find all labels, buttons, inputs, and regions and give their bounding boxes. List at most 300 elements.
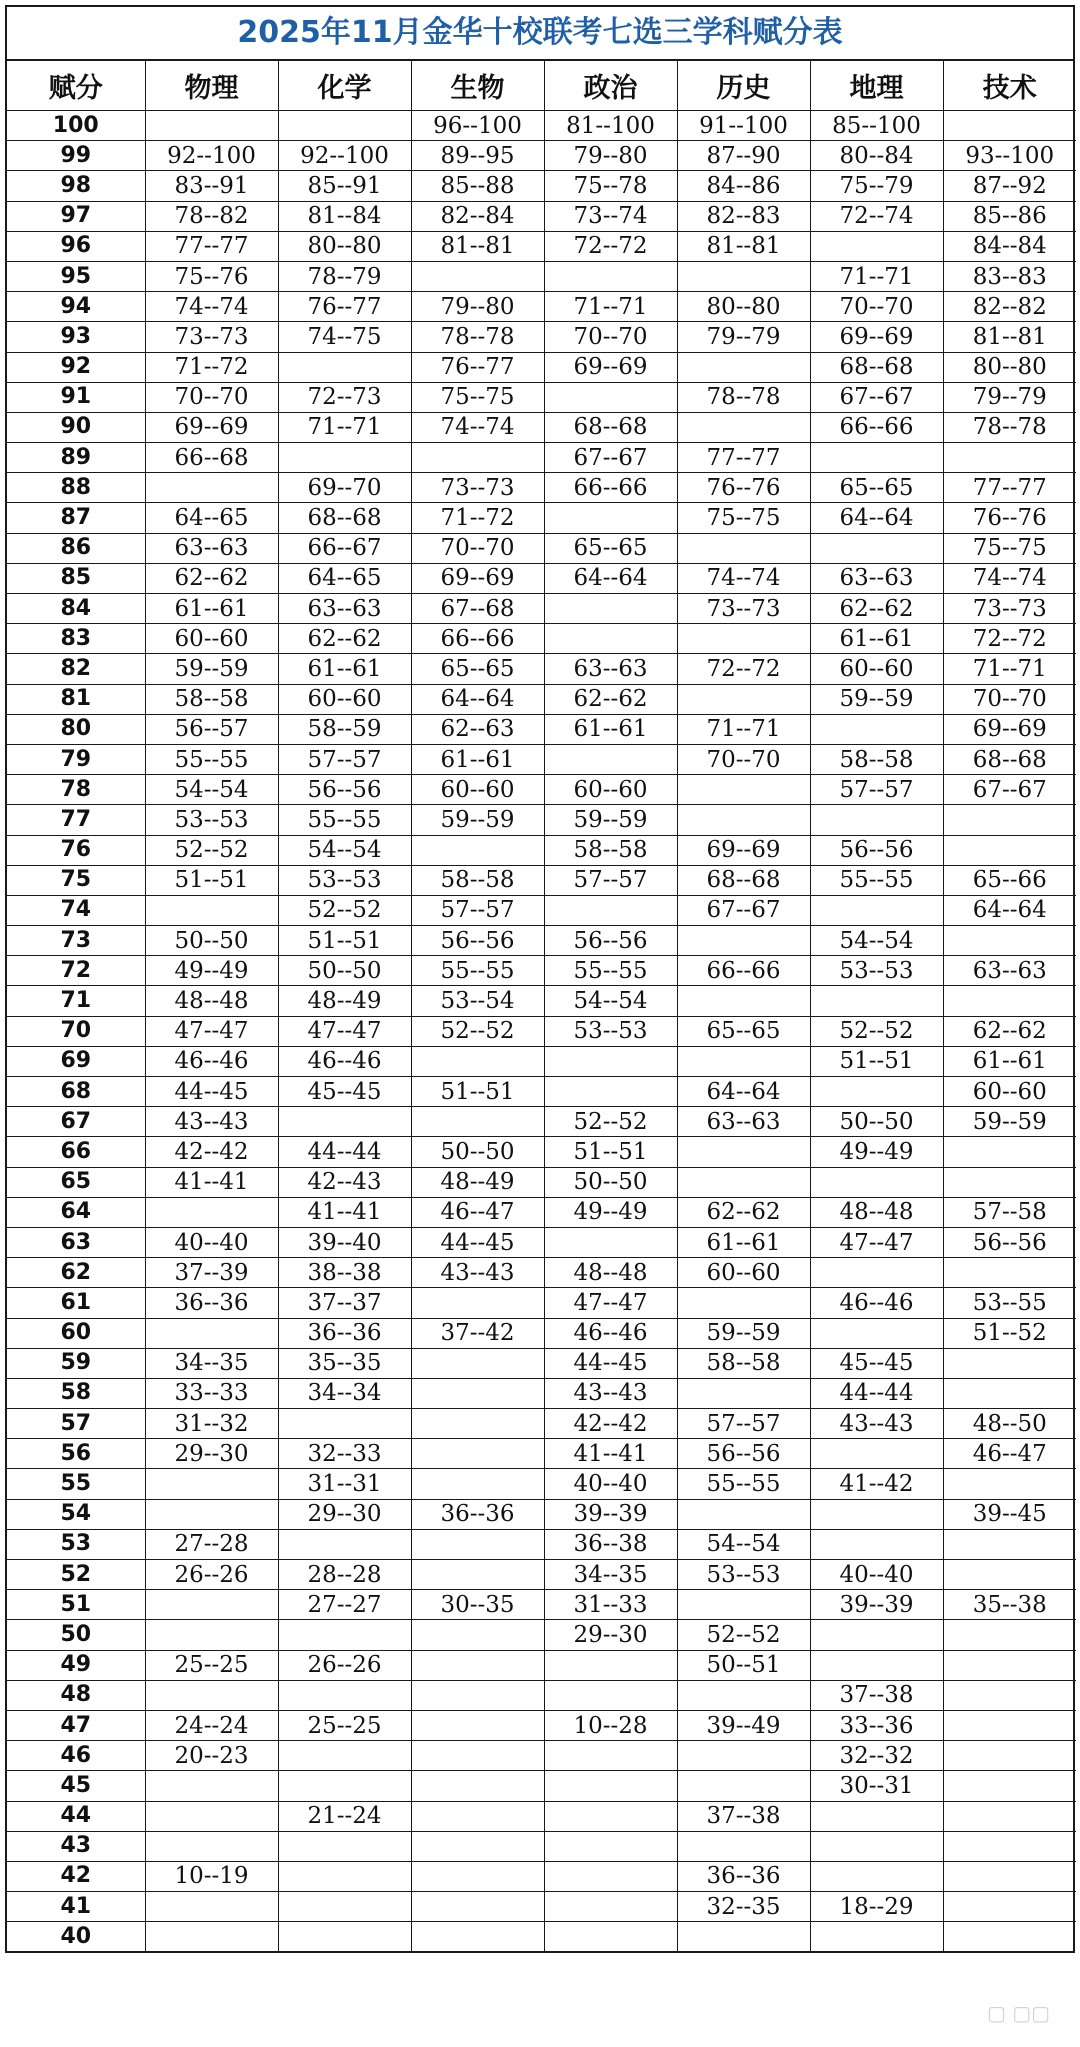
cell-geography [810, 1258, 943, 1288]
cell-technology: 76--76 [943, 503, 1076, 533]
cell-biology: 66--66 [411, 624, 544, 654]
cell-chemistry: 85--91 [278, 171, 411, 201]
table-row [7, 171, 1076, 201]
cell-technology [943, 1348, 1076, 1378]
cell-geography: 59--59 [810, 684, 943, 714]
cell-history [677, 1741, 810, 1771]
table-row [7, 1409, 1076, 1439]
table-row [7, 926, 1076, 956]
cell-geography: 54--54 [810, 926, 943, 956]
cell-biology [411, 1348, 544, 1378]
cell-history [677, 1680, 810, 1710]
cell-geography: 62--62 [810, 594, 943, 624]
cell-politics: 62--62 [544, 684, 677, 714]
header-geography: 地理 [810, 61, 943, 111]
cell-geography: 67--67 [810, 382, 943, 412]
cell-score: 100 [7, 111, 145, 141]
cell-chemistry: 53--53 [278, 865, 411, 895]
cell-politics: 49--49 [544, 1197, 677, 1227]
cell-politics: 63--63 [544, 654, 677, 684]
cell-geography [810, 986, 943, 1016]
cell-physics: 33--33 [145, 1378, 278, 1408]
cell-geography: 80--84 [810, 141, 943, 171]
cell-biology: 76--77 [411, 352, 544, 382]
cell-politics: 36--38 [544, 1529, 677, 1559]
cell-chemistry [278, 111, 411, 141]
table-row [7, 382, 1076, 412]
cell-physics: 61--61 [145, 594, 278, 624]
cell-geography [810, 714, 943, 744]
cell-score: 65 [7, 1167, 145, 1197]
cell-chemistry [278, 1680, 411, 1710]
cell-physics: 37--39 [145, 1258, 278, 1288]
cell-history: 72--72 [677, 654, 810, 684]
cell-score: 92 [7, 352, 145, 382]
cell-technology [943, 1831, 1076, 1861]
cell-biology: 64--64 [411, 684, 544, 714]
cell-politics [544, 1801, 677, 1831]
table-row [7, 1560, 1076, 1590]
cell-score: 82 [7, 654, 145, 684]
cell-geography: 53--53 [810, 956, 943, 986]
cell-physics [145, 1197, 278, 1227]
cell-biology: 69--69 [411, 563, 544, 593]
cell-geography: 39--39 [810, 1590, 943, 1620]
cell-physics: 83--91 [145, 171, 278, 201]
cell-physics: 26--26 [145, 1560, 278, 1590]
cell-technology: 73--73 [943, 594, 1076, 624]
cell-politics [544, 261, 677, 291]
cell-politics [544, 624, 677, 654]
cell-physics: 20--23 [145, 1741, 278, 1771]
cell-physics: 47--47 [145, 1016, 278, 1046]
cell-biology [411, 1046, 544, 1076]
cell-biology [411, 1529, 544, 1559]
cell-politics: 72--72 [544, 231, 677, 261]
cell-score: 88 [7, 473, 145, 503]
table-row [7, 1137, 1076, 1167]
cell-history [677, 533, 810, 563]
cell-geography: 48--48 [810, 1197, 943, 1227]
cell-history: 73--73 [677, 594, 810, 624]
header-chemistry: 化学 [278, 61, 411, 111]
cell-biology: 73--73 [411, 473, 544, 503]
cell-physics [145, 1801, 278, 1831]
cell-technology [943, 1258, 1076, 1288]
cell-physics [145, 1318, 278, 1348]
cell-biology: 46--47 [411, 1197, 544, 1227]
cell-biology: 81--81 [411, 231, 544, 261]
cell-physics: 25--25 [145, 1650, 278, 1680]
cell-physics: 55--55 [145, 744, 278, 774]
cell-score: 69 [7, 1046, 145, 1076]
cell-technology [943, 835, 1076, 865]
cell-geography: 63--63 [810, 563, 943, 593]
cell-biology [411, 835, 544, 865]
cell-score: 78 [7, 775, 145, 805]
cell-chemistry: 51--51 [278, 926, 411, 956]
cell-technology [943, 1741, 1076, 1771]
table-row [7, 1499, 1076, 1529]
cell-score: 94 [7, 292, 145, 322]
cell-geography: 70--70 [810, 292, 943, 322]
cell-biology: 37--42 [411, 1318, 544, 1348]
cell-history: 75--75 [677, 503, 810, 533]
table-row [7, 261, 1076, 291]
cell-biology: 55--55 [411, 956, 544, 986]
cell-physics: 71--72 [145, 352, 278, 382]
cell-chemistry: 32--33 [278, 1439, 411, 1469]
cell-biology: 48--49 [411, 1167, 544, 1197]
cell-biology [411, 1771, 544, 1801]
table-row [7, 352, 1076, 382]
cell-history: 52--52 [677, 1620, 810, 1650]
cell-score: 57 [7, 1409, 145, 1439]
cell-history: 76--76 [677, 473, 810, 503]
table-title: 2025年11月金华十校联考七选三学科赋分表 [7, 7, 1073, 61]
cell-geography: 85--100 [810, 111, 943, 141]
cell-score: 62 [7, 1258, 145, 1288]
cell-chemistry [278, 1529, 411, 1559]
cell-geography: 51--51 [810, 1046, 943, 1076]
cell-geography: 56--56 [810, 835, 943, 865]
cell-history [677, 926, 810, 956]
cell-score: 43 [7, 1831, 145, 1861]
cell-technology: 84--84 [943, 231, 1076, 261]
cell-score: 76 [7, 835, 145, 865]
cell-score: 49 [7, 1650, 145, 1680]
cell-chemistry: 55--55 [278, 805, 411, 835]
cell-chemistry: 54--54 [278, 835, 411, 865]
cell-history: 69--69 [677, 835, 810, 865]
cell-technology: 70--70 [943, 684, 1076, 714]
cell-politics: 71--71 [544, 292, 677, 322]
cell-physics: 62--62 [145, 563, 278, 593]
cell-history: 37--38 [677, 1801, 810, 1831]
table-row [7, 744, 1076, 774]
cell-physics [145, 895, 278, 925]
cell-physics: 27--28 [145, 1529, 278, 1559]
table-row [7, 141, 1076, 171]
cell-politics: 43--43 [544, 1378, 677, 1408]
table-body [7, 111, 1076, 1952]
cell-geography [810, 1861, 943, 1891]
table-row [7, 1016, 1076, 1046]
cell-geography: 66--66 [810, 412, 943, 442]
table-row [7, 1288, 1076, 1318]
cell-history: 57--57 [677, 1409, 810, 1439]
cell-biology [411, 1469, 544, 1499]
cell-technology: 35--38 [943, 1590, 1076, 1620]
cell-chemistry: 31--31 [278, 1469, 411, 1499]
table-row [7, 473, 1076, 503]
cell-chemistry: 37--37 [278, 1288, 411, 1318]
cell-score: 85 [7, 563, 145, 593]
cell-biology: 50--50 [411, 1137, 544, 1167]
cell-technology [943, 1922, 1076, 1952]
cell-technology: 59--59 [943, 1107, 1076, 1137]
cell-technology: 63--63 [943, 956, 1076, 986]
cell-politics [544, 895, 677, 925]
cell-score: 64 [7, 1197, 145, 1227]
cell-physics: 64--65 [145, 503, 278, 533]
cell-history [677, 352, 810, 382]
cell-biology [411, 1107, 544, 1137]
cell-physics [145, 1771, 278, 1801]
cell-geography: 18--29 [810, 1892, 943, 1922]
cell-technology: 51--52 [943, 1318, 1076, 1348]
cell-history [677, 261, 810, 291]
cell-score: 97 [7, 201, 145, 231]
cell-score: 54 [7, 1499, 145, 1529]
cell-chemistry: 25--25 [278, 1710, 411, 1740]
cell-history: 66--66 [677, 956, 810, 986]
cell-biology: 96--100 [411, 111, 544, 141]
cell-technology [943, 1137, 1076, 1167]
cell-technology [943, 1620, 1076, 1650]
cell-geography: 49--49 [810, 1137, 943, 1167]
cell-geography: 68--68 [810, 352, 943, 382]
cell-score: 47 [7, 1710, 145, 1740]
cell-chemistry: 56--56 [278, 775, 411, 805]
cell-technology: 65--66 [943, 865, 1076, 895]
cell-score: 63 [7, 1227, 145, 1257]
cell-history [677, 1046, 810, 1076]
cell-history: 87--90 [677, 141, 810, 171]
cell-physics: 34--35 [145, 1348, 278, 1378]
cell-politics [544, 1831, 677, 1861]
cell-score: 75 [7, 865, 145, 895]
cell-score: 40 [7, 1922, 145, 1952]
cell-technology: 83--83 [943, 261, 1076, 291]
cell-technology: 67--67 [943, 775, 1076, 805]
cell-politics: 64--64 [544, 563, 677, 593]
cell-score: 59 [7, 1348, 145, 1378]
cell-technology: 87--92 [943, 171, 1076, 201]
cell-geography [810, 443, 943, 473]
cell-score: 41 [7, 1892, 145, 1922]
cell-history: 59--59 [677, 1318, 810, 1348]
cell-physics: 31--32 [145, 1409, 278, 1439]
cell-politics: 29--30 [544, 1620, 677, 1650]
cell-biology [411, 1680, 544, 1710]
cell-history: 61--61 [677, 1227, 810, 1257]
cell-history: 80--80 [677, 292, 810, 322]
cell-chemistry: 72--73 [278, 382, 411, 412]
cell-politics [544, 1680, 677, 1710]
cell-history: 56--56 [677, 1439, 810, 1469]
cell-physics: 60--60 [145, 624, 278, 654]
cell-politics [544, 1861, 677, 1891]
table-row [7, 865, 1076, 895]
cell-biology [411, 1378, 544, 1408]
cell-history: 65--65 [677, 1016, 810, 1046]
cell-score: 89 [7, 443, 145, 473]
cell-score: 46 [7, 1741, 145, 1771]
cell-score: 51 [7, 1590, 145, 1620]
cell-history: 32--35 [677, 1892, 810, 1922]
cell-chemistry [278, 1409, 411, 1439]
cell-geography: 75--79 [810, 171, 943, 201]
cell-physics: 54--54 [145, 775, 278, 805]
header-history: 历史 [677, 61, 810, 111]
cell-physics [145, 1469, 278, 1499]
cell-biology [411, 1650, 544, 1680]
cell-politics [544, 1741, 677, 1771]
cell-chemistry [278, 1892, 411, 1922]
cell-history [677, 1167, 810, 1197]
table-row [7, 1861, 1076, 1891]
cell-history [677, 1137, 810, 1167]
cell-technology [943, 1529, 1076, 1559]
cell-politics: 51--51 [544, 1137, 677, 1167]
cell-history [677, 1499, 810, 1529]
cell-physics [145, 1620, 278, 1650]
cell-geography: 40--40 [810, 1560, 943, 1590]
cell-geography [810, 895, 943, 925]
cell-score: 83 [7, 624, 145, 654]
cell-politics: 47--47 [544, 1288, 677, 1318]
cell-physics: 59--59 [145, 654, 278, 684]
cell-physics: 58--58 [145, 684, 278, 714]
table-row [7, 1378, 1076, 1408]
cell-geography: 41--42 [810, 1469, 943, 1499]
cell-politics: 42--42 [544, 1409, 677, 1439]
cell-biology: 62--63 [411, 714, 544, 744]
cell-technology [943, 986, 1076, 1016]
cell-history: 39--49 [677, 1710, 810, 1740]
cell-biology [411, 1409, 544, 1439]
cell-physics: 46--46 [145, 1046, 278, 1076]
cell-technology [943, 1861, 1076, 1891]
cell-biology: 78--78 [411, 322, 544, 352]
cell-score: 72 [7, 956, 145, 986]
cell-physics: 92--100 [145, 141, 278, 171]
cell-chemistry: 47--47 [278, 1016, 411, 1046]
cell-physics: 48--48 [145, 986, 278, 1016]
cell-chemistry [278, 1771, 411, 1801]
cell-politics: 81--100 [544, 111, 677, 141]
table-row [7, 322, 1076, 352]
cell-politics [544, 1046, 677, 1076]
cell-politics: 70--70 [544, 322, 677, 352]
cell-technology: 62--62 [943, 1016, 1076, 1046]
cell-biology [411, 1801, 544, 1831]
cell-biology [411, 1288, 544, 1318]
cell-history: 55--55 [677, 1469, 810, 1499]
cell-history [677, 1378, 810, 1408]
table-row [7, 714, 1076, 744]
cell-history: 68--68 [677, 865, 810, 895]
cell-physics: 41--41 [145, 1167, 278, 1197]
cell-politics [544, 594, 677, 624]
cell-biology: 74--74 [411, 412, 544, 442]
cell-biology: 71--72 [411, 503, 544, 533]
cell-history: 79--79 [677, 322, 810, 352]
cell-physics: 69--69 [145, 412, 278, 442]
table-row [7, 1077, 1076, 1107]
table-row [7, 231, 1076, 261]
cell-technology [943, 1560, 1076, 1590]
cell-history: 78--78 [677, 382, 810, 412]
cell-politics: 34--35 [544, 1560, 677, 1590]
cell-biology: 51--51 [411, 1077, 544, 1107]
cell-biology: 59--59 [411, 805, 544, 835]
cell-chemistry: 61--61 [278, 654, 411, 684]
cell-chemistry: 78--79 [278, 261, 411, 291]
cell-physics [145, 111, 278, 141]
cell-chemistry: 66--67 [278, 533, 411, 563]
cell-score: 42 [7, 1861, 145, 1891]
cell-technology: 74--74 [943, 563, 1076, 593]
table-row [7, 805, 1076, 835]
cell-chemistry: 62--62 [278, 624, 411, 654]
cell-chemistry: 21--24 [278, 1801, 411, 1831]
cell-history: 81--81 [677, 231, 810, 261]
cell-geography [810, 1922, 943, 1952]
cell-technology: 61--61 [943, 1046, 1076, 1076]
cell-physics: 50--50 [145, 926, 278, 956]
cell-technology: 93--100 [943, 141, 1076, 171]
cell-history: 77--77 [677, 443, 810, 473]
cell-technology: 78--78 [943, 412, 1076, 442]
cell-chemistry: 60--60 [278, 684, 411, 714]
cell-technology [943, 926, 1076, 956]
cell-score: 80 [7, 714, 145, 744]
cell-score: 50 [7, 1620, 145, 1650]
cell-geography: 61--61 [810, 624, 943, 654]
cell-chemistry: 38--38 [278, 1258, 411, 1288]
cell-politics [544, 503, 677, 533]
cell-geography: 55--55 [810, 865, 943, 895]
cell-geography: 30--31 [810, 1771, 943, 1801]
cell-score: 79 [7, 744, 145, 774]
cell-geography [810, 805, 943, 835]
cell-chemistry: 39--40 [278, 1227, 411, 1257]
cell-physics: 63--63 [145, 533, 278, 563]
cell-score: 71 [7, 986, 145, 1016]
table-row [7, 895, 1076, 925]
cell-chemistry: 45--45 [278, 1077, 411, 1107]
cell-physics [145, 473, 278, 503]
cell-physics: 56--57 [145, 714, 278, 744]
cell-chemistry: 35--35 [278, 1348, 411, 1378]
cell-physics: 44--45 [145, 1077, 278, 1107]
cell-physics [145, 1590, 278, 1620]
table-row [7, 1620, 1076, 1650]
cell-score: 66 [7, 1137, 145, 1167]
cell-chemistry [278, 1861, 411, 1891]
table-row [7, 684, 1076, 714]
cell-politics [544, 1771, 677, 1801]
cell-score: 60 [7, 1318, 145, 1348]
cell-technology [943, 1771, 1076, 1801]
cell-chemistry: 26--26 [278, 1650, 411, 1680]
cell-politics [544, 1077, 677, 1107]
cell-geography: 71--71 [810, 261, 943, 291]
table-row [7, 1922, 1076, 1952]
cell-score: 99 [7, 141, 145, 171]
cell-history [677, 1831, 810, 1861]
cell-history: 64--64 [677, 1077, 810, 1107]
cell-politics: 40--40 [544, 1469, 677, 1499]
cell-chemistry: 68--68 [278, 503, 411, 533]
cell-biology [411, 1710, 544, 1740]
table-row [7, 1650, 1076, 1680]
cell-biology: 70--70 [411, 533, 544, 563]
cell-chemistry: 34--34 [278, 1378, 411, 1408]
cell-technology: 79--79 [943, 382, 1076, 412]
